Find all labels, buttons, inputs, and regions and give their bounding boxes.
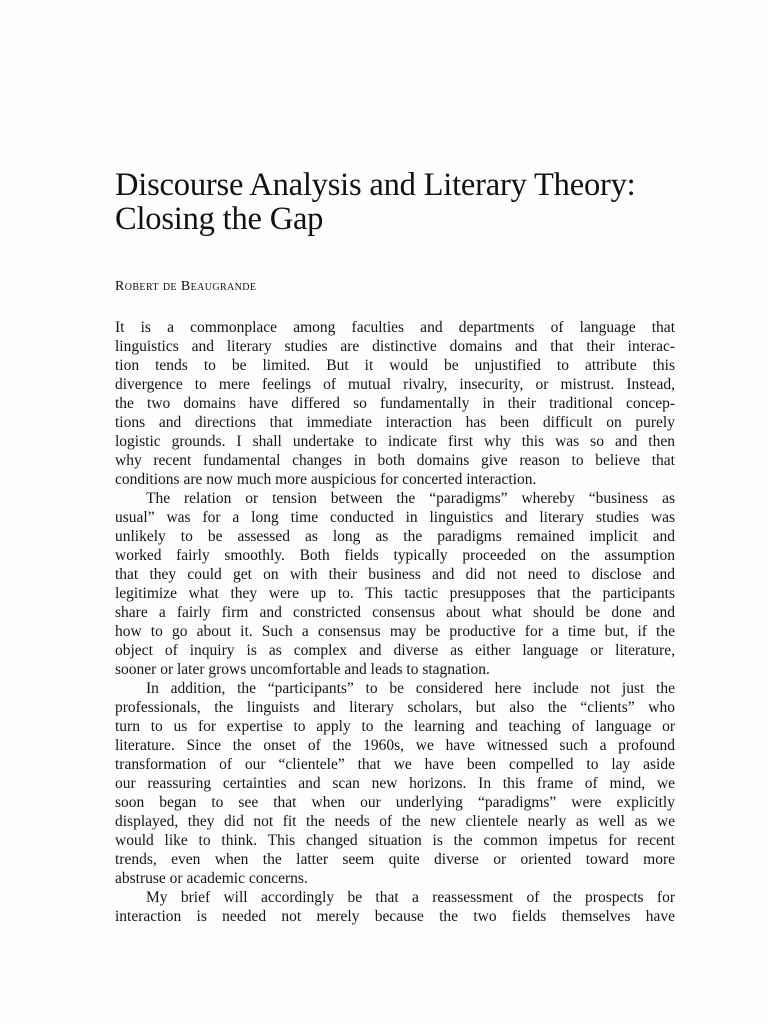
- text-line: the two domains have differed so fundamentally in their traditional concep-: [115, 395, 675, 412]
- text-line: literature. Since the onset of the 1960s, we have witnessed such a profound: [115, 737, 675, 754]
- text-line: divergence to mere feelings of mutual rivalry, insecurity, or mistrust. Instead,: [115, 376, 675, 393]
- text-line: share a fairly firm and constricted consensus about what should be done and: [115, 604, 675, 621]
- text-line: logistic grounds. I shall undertake to indicate first why this was so and then: [115, 433, 675, 450]
- text-line: transformation of our “clientele” that we have been compelled to lay aside: [115, 756, 675, 773]
- article-author: Robert de Beaugrande: [115, 279, 257, 294]
- article-title: [115, 168, 685, 236]
- text-line: object of inquiry is as complex and diverse as either language or literature,: [115, 642, 675, 659]
- text-line: usual” was for a long time conducted in linguistics and literary studies was: [115, 509, 675, 526]
- text-line: worked fairly smoothly. Both fields typically proceeded on the assumption: [115, 547, 675, 564]
- text-line: sooner or later grows uncomfortable and leads to stagnation.: [115, 661, 490, 678]
- body-paragraph: [115, 679, 675, 888]
- text-line: trends, even when the latter seem quite diverse or oriented toward more: [115, 851, 675, 868]
- body-paragraph: [115, 318, 675, 489]
- text-line: displayed, they did not fit the needs of the new clientele nearly as well as we: [115, 813, 675, 830]
- text-line: The relation or tension between the “paradigms” whereby “business as: [146, 490, 675, 507]
- text-line: abstruse or academic concerns.: [115, 870, 308, 887]
- article-title-line: Closing the Gap: [115, 201, 324, 237]
- text-line: tions and directions that immediate interaction has been difficult on purely: [115, 414, 675, 431]
- text-line: that they could get on with their business and did not need to disclose and: [115, 566, 675, 583]
- text-line: conditions are now much more auspicious for concerted interaction.: [115, 471, 537, 488]
- text-line: linguistics and literary studies are distinctive domains and that their interac-: [115, 338, 675, 355]
- text-line: legitimize what they were up to. This tactic presupposes that the participants: [115, 585, 675, 602]
- article-body: [115, 318, 675, 926]
- text-line: soon began to see that when our underlying “paradigms” were explicitly: [115, 794, 675, 811]
- text-line: professionals, the linguists and literary scholars, but also the “clients” who: [115, 699, 675, 716]
- text-line: interaction is needed not merely because the two fields themselves have: [115, 908, 675, 925]
- text-line: It is a commonplace among faculties and departments of language that: [115, 319, 675, 336]
- text-line: why recent fundamental changes in both domains give reason to believe that: [115, 452, 675, 469]
- text-line: unlikely to be assessed as long as the paradigms remained implicit and: [115, 528, 675, 545]
- text-line: tion tends to be limited. But it would be unjustified to attribute this: [115, 357, 675, 374]
- text-line: our reassuring certainties and scan new horizons. In this frame of mind, we: [115, 775, 675, 792]
- article-title-line: Discourse Analysis and Literary Theory:: [115, 167, 636, 203]
- text-line: turn to us for expertise to apply to the learning and teaching of language or: [115, 718, 675, 735]
- text-line: My brief will accordingly be that a reassessment of the prospects for: [146, 889, 675, 906]
- body-paragraph: [115, 489, 675, 679]
- body-paragraph: [115, 888, 675, 926]
- text-line: how to go about it. Such a consensus may be productive for a time but, if the: [115, 623, 675, 640]
- text-line: In addition, the “participants” to be considered here include not just the: [146, 680, 675, 697]
- text-line: would like to think. This changed situation is the common impetus for recent: [115, 832, 675, 849]
